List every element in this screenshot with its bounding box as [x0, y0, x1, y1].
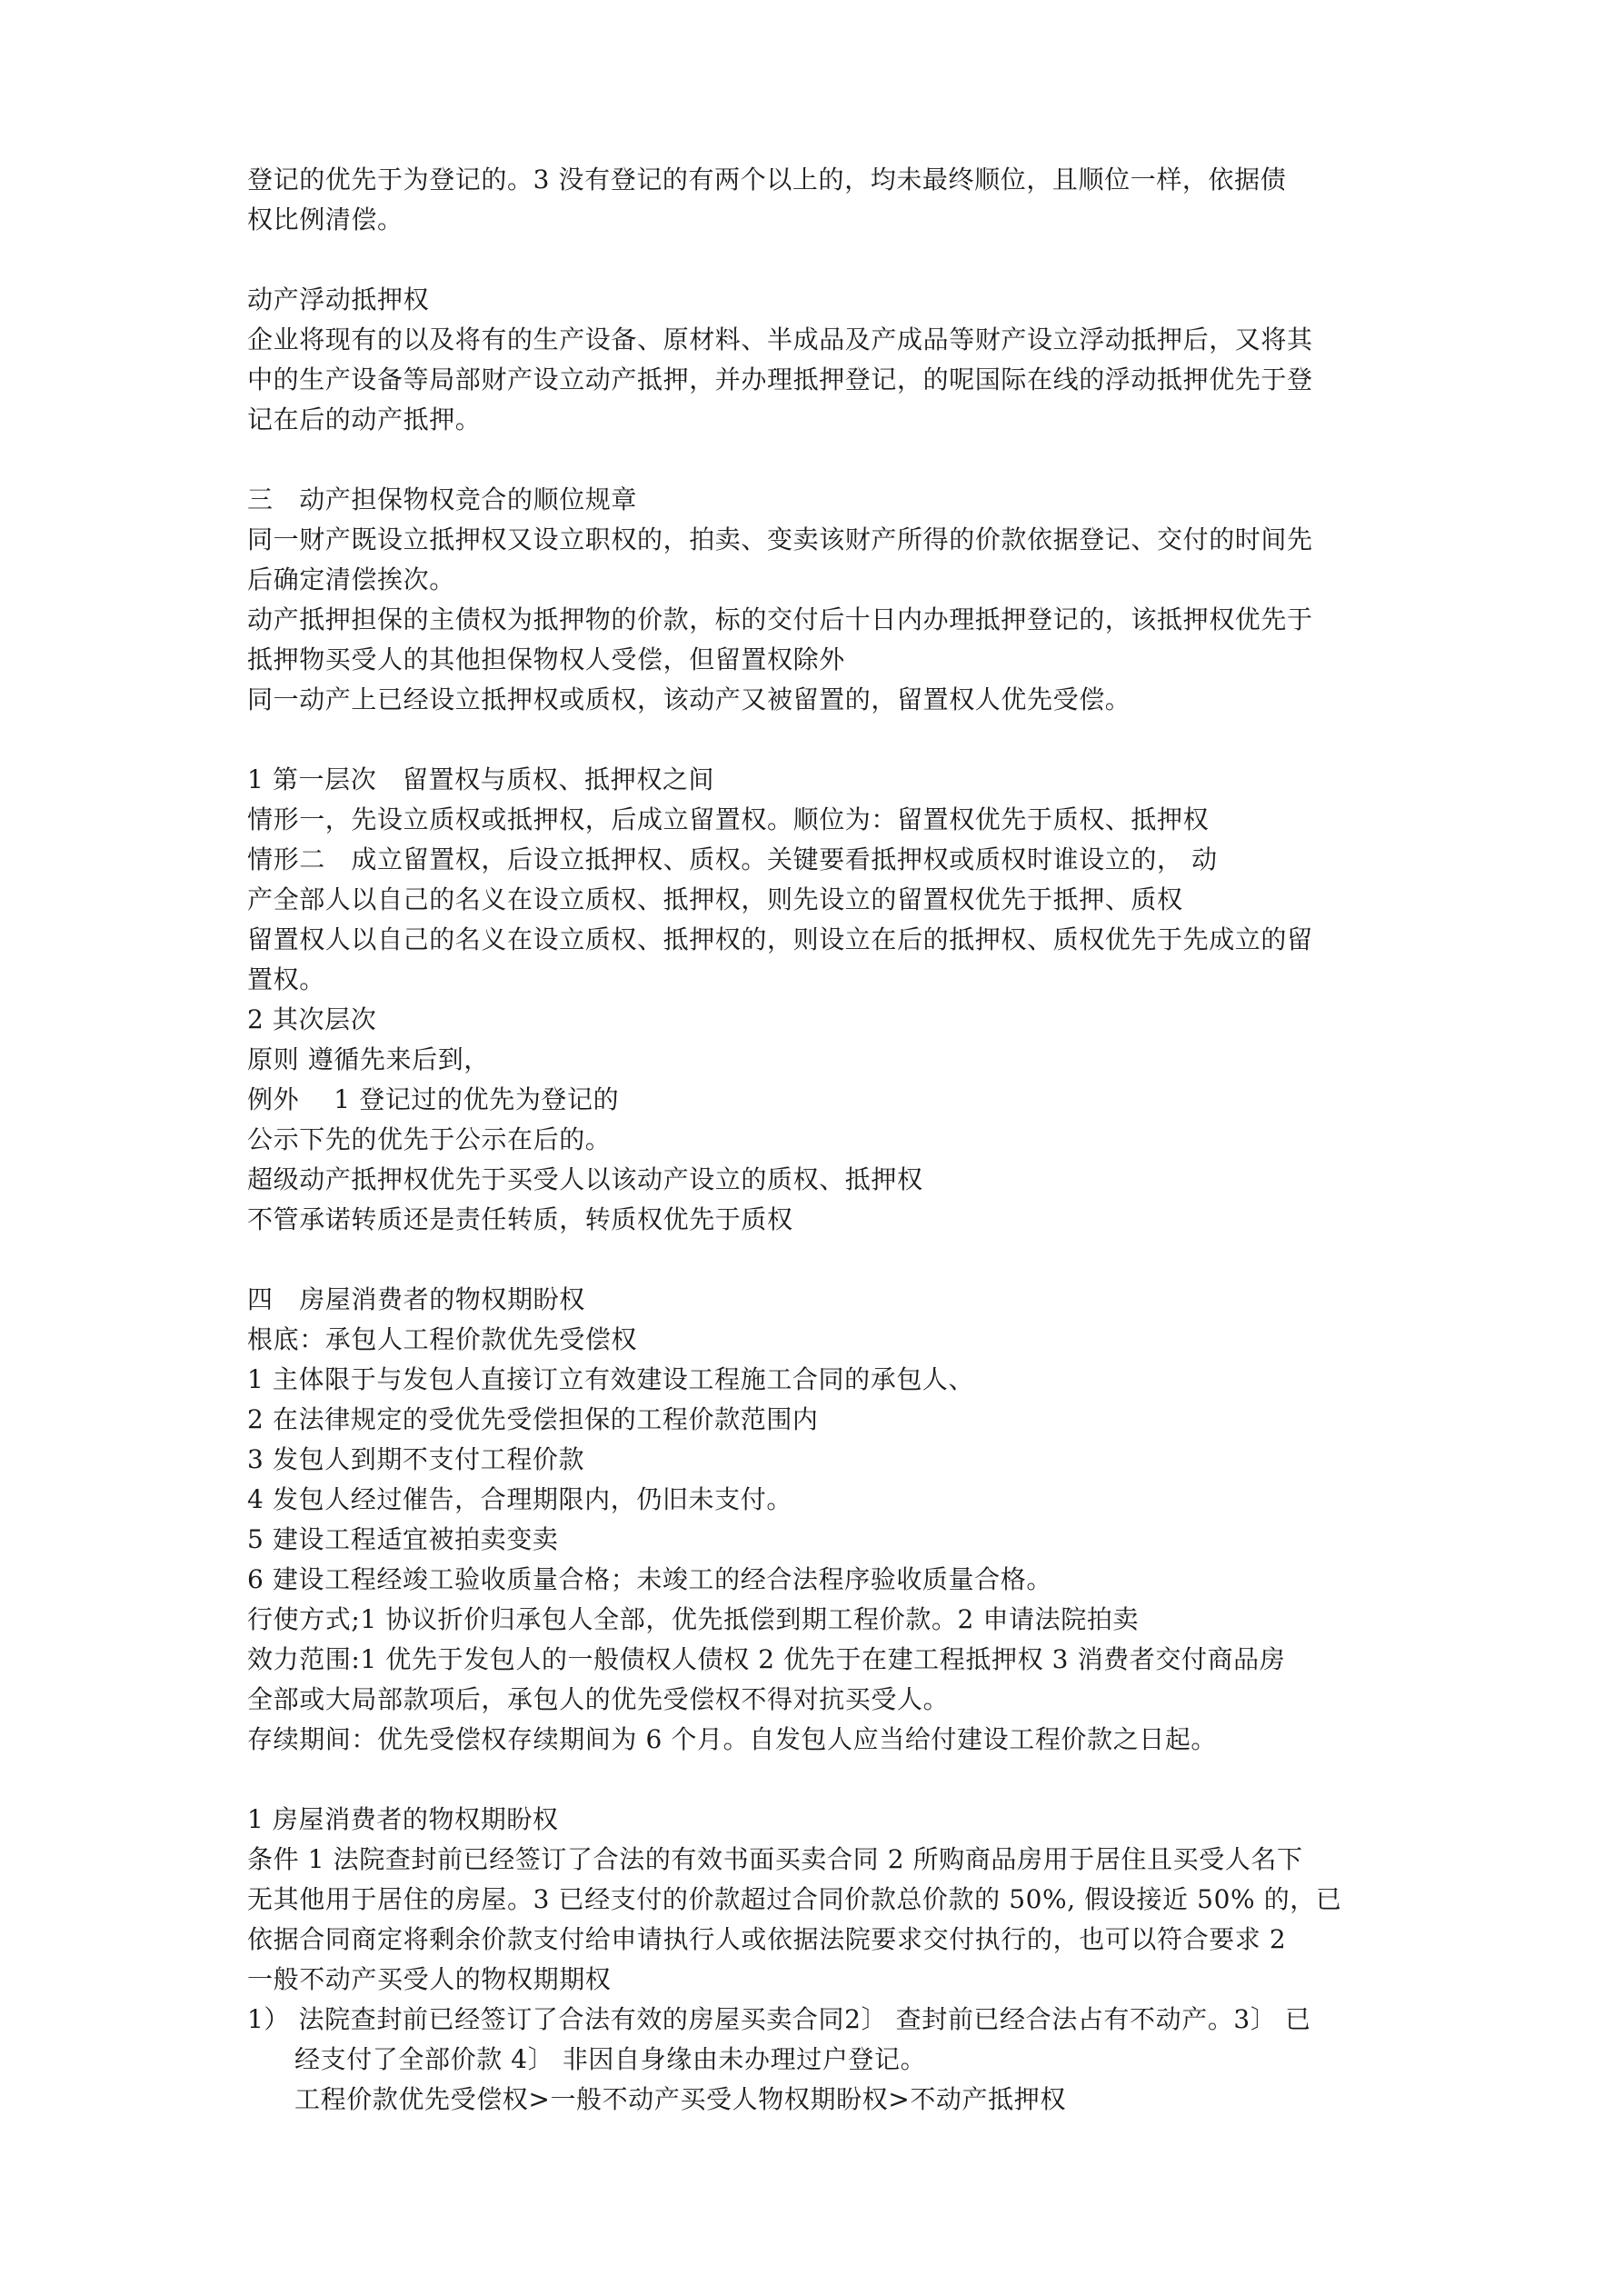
text-line: 无其他用于居住的房屋。3 已经支付的价款超过合同价款总价款的 50%, 假设接近 50% 的，已 [247, 1884, 1342, 1914]
list-item: 1） 法院查封前已经签订了合法有效的房屋买卖合同2〕 查封前已经合法占有不动产。3〕 已 [247, 2004, 1311, 2034]
text-line: 行使方式;1 协议折价归承包人全部，优先抵偿到期工程价款。2 申请法院拍卖 [247, 1604, 1140, 1634]
text-line: 效力范围:1 优先于发包人的一般债权人债权 2 优先于在建工程抵押权 3 消费者交付商品房 [247, 1644, 1286, 1674]
list-item: 3 发包人到期不支付工程价款 [247, 1444, 585, 1474]
text-line: 一般不动产买受人的物权期期权 [247, 1964, 612, 1994]
text-line: 登记的优先于为登记的。3 没有登记的有两个以上的，均未最终顺位，且顺位一样，依据债 [247, 165, 1287, 195]
text-line: 企业将现有的以及将有的生产设备、原材料、半成品及产成品等财产设立浮动抵押后，又将其 [247, 324, 1313, 354]
blank-line [247, 1760, 1383, 1800]
conclusion-line: 工程价款优先受偿权>一般不动产买受人物权期盼权>不动产抵押权 [294, 2084, 1066, 2114]
document-body [247, 160, 1383, 2120]
text-line: 情形一，先设立质权或抵押权，后成立留置权。顺位为：留置权优先于质权、抵押权 [247, 804, 1210, 834]
section-heading: 1 房屋消费者的物权期盼权 [247, 1804, 559, 1834]
section-heading: 动产浮动抵押权 [247, 285, 430, 314]
section-heading: 2 其次层次 [247, 1004, 377, 1034]
list-item: 5 建设工程适宜被拍卖变卖 [247, 1524, 559, 1554]
text-line: 例外 1 登记过的优先为登记的 [247, 1084, 620, 1114]
text-line: 存续期间：优先受偿权存续期间为 6 个月。自发包人应当给付建设工程价款之日起。 [247, 1724, 1218, 1754]
list-item: 4 发包人经过催告，合理期限内，仍旧未支付。 [247, 1484, 792, 1514]
text-line: 留置权人以自己的名义在设立质权、抵押权的，则设立在后的抵押权、质权优先于先成立的留 [247, 924, 1313, 954]
section-heading: 1 第一层次 留置权与质权、抵押权之间 [247, 764, 715, 794]
text-line: 原则 遵循先来后到， [247, 1044, 490, 1074]
blank-line [247, 720, 1383, 760]
text-line: 产全部人以自己的名义在设立质权、抵押权，则先设立的留置权优先于抵押、质权 [247, 884, 1183, 914]
text-line: 条件 1 法院查封前已经签订了合法的有效书面买卖合同 2 所购商品房用于居住且买受人名下 [247, 1844, 1303, 1874]
list-item: 2 在法律规定的受优先受偿担保的工程价款范围内 [247, 1404, 819, 1434]
text-line: 依据合同商定将剩余价款支付给申请执行人或依据法院要求交付执行的，也可以符合要求 2 [247, 1924, 1287, 1954]
section-heading: 三 动产担保物权竞合的顺位规章 [247, 484, 638, 514]
text-line: 同一财产既设立抵押权又设立职权的，拍卖、变卖该财产所得的价款依据登记、交付的时间先 [247, 524, 1313, 554]
text-line: 权比例清偿。 [247, 205, 404, 235]
text-line: 动产抵押担保的主债权为抵押物的价款，标的交付后十日内办理抵押登记的，该抵押权优先于 [247, 604, 1313, 634]
text-line: 全部或大局部款项后，承包人的优先受偿权不得对抗买受人。 [247, 1684, 950, 1714]
text-line: 置权。 [247, 964, 325, 994]
section-heading: 四 房屋消费者的物权期盼权 [247, 1284, 585, 1314]
list-item-continuation: 经支付了全部价款 4〕 非因自身缘由未办理过户登记。 [294, 2044, 927, 2074]
blank-line [247, 1240, 1383, 1280]
blank-line [247, 440, 1383, 480]
text-line: 抵押物买受人的其他担保物权人受偿，但留置权除外 [247, 644, 845, 674]
list-item: 1 主体限于与发包人直接订立有效建设工程施工合同的承包人、 [247, 1364, 975, 1394]
text-line: 记在后的动产抵押。 [247, 404, 482, 434]
blank-line [247, 240, 1383, 280]
text-line: 根底：承包人工程价款优先受偿权 [247, 1324, 638, 1354]
text-line: 不管承诺转质还是责任转质，转质权优先于质权 [247, 1204, 793, 1234]
text-line: 同一动产上已经设立抵押权或质权，该动产又被留置的，留置权人优先受偿。 [247, 684, 1131, 714]
text-line: 超级动产抵押权优先于买受人以该动产设立的质权、抵押权 [247, 1164, 923, 1194]
text-line: 后确定清偿挨次。 [247, 564, 455, 594]
list-item: 6 建设工程经竣工验收质量合格；未竣工的经合法程序验收质量合格。 [247, 1564, 1052, 1594]
text-line: 情形二 成立留置权，后设立抵押权、质权。关键要看抵押权或质权时谁设立的， 动 [247, 844, 1218, 874]
text-line: 中的生产设备等局部财产设立动产抵押，并办理抵押登记，的呢国际在线的浮动抵押优先于登 [247, 364, 1313, 394]
text-line: 公示下先的优先于公示在后的。 [247, 1124, 612, 1154]
